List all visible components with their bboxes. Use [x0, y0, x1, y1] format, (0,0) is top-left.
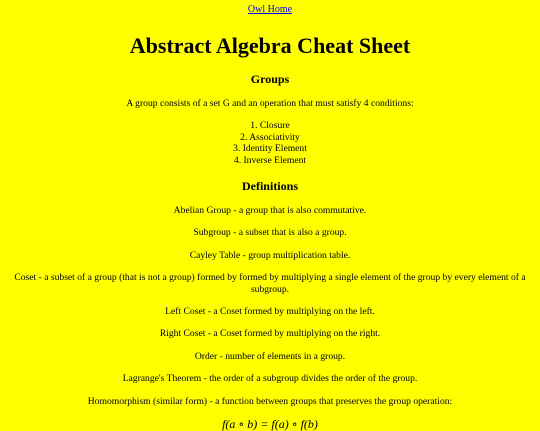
definition-abelian-group: Abelian Group - a group that is also commutative.	[173, 205, 367, 217]
group-conditions-list	[0, 120, 540, 166]
definition-coset: Coset - a subset of a group (that is not a group) formed by formed by multiplying a single element of the group by every element of a subgroup.	[14, 272, 526, 295]
groups-intro: A group consists of a set G and an operation that must satisfy 4 conditions:	[126, 98, 414, 109]
definition-order: Order - number of elements in a group.	[194, 350, 346, 362]
definitions-heading: Definitions	[241, 179, 298, 194]
definition-homomorphism: Homomorphism (similar form) - a function between groups that preserves the group operation:	[87, 395, 453, 407]
condition-item: 2. Associativity	[240, 131, 300, 143]
definition-subgroup: Subgroup - a subset that is also a group.	[193, 227, 347, 239]
definition-right-coset: Right Coset - a Coset formed by multiplying on the right.	[159, 328, 381, 340]
condition-item: 3. Identity Element	[233, 143, 307, 155]
definition-cayley-table: Cayley Table - group multiplication table.	[189, 249, 351, 261]
condition-item: 4. Inverse Element	[233, 154, 307, 166]
owl-home-link[interactable]: Owl Home	[247, 4, 293, 15]
homomorphism-formula: f(a ∘ b) = f(a) ∘ f(b)	[222, 417, 318, 431]
condition-item: 1. Closure	[250, 120, 290, 132]
definition-left-coset: Left Coset - a Coset formed by multiplying on the left.	[165, 306, 375, 318]
definition-lagrange-theorem: Lagrange's Theorem - the order of a subgroup divides the order of the group.	[122, 373, 418, 385]
groups-heading: Groups	[250, 72, 290, 86]
page	[0, 4, 540, 431]
page-title: Abstract Algebra Cheat Sheet	[129, 33, 411, 58]
